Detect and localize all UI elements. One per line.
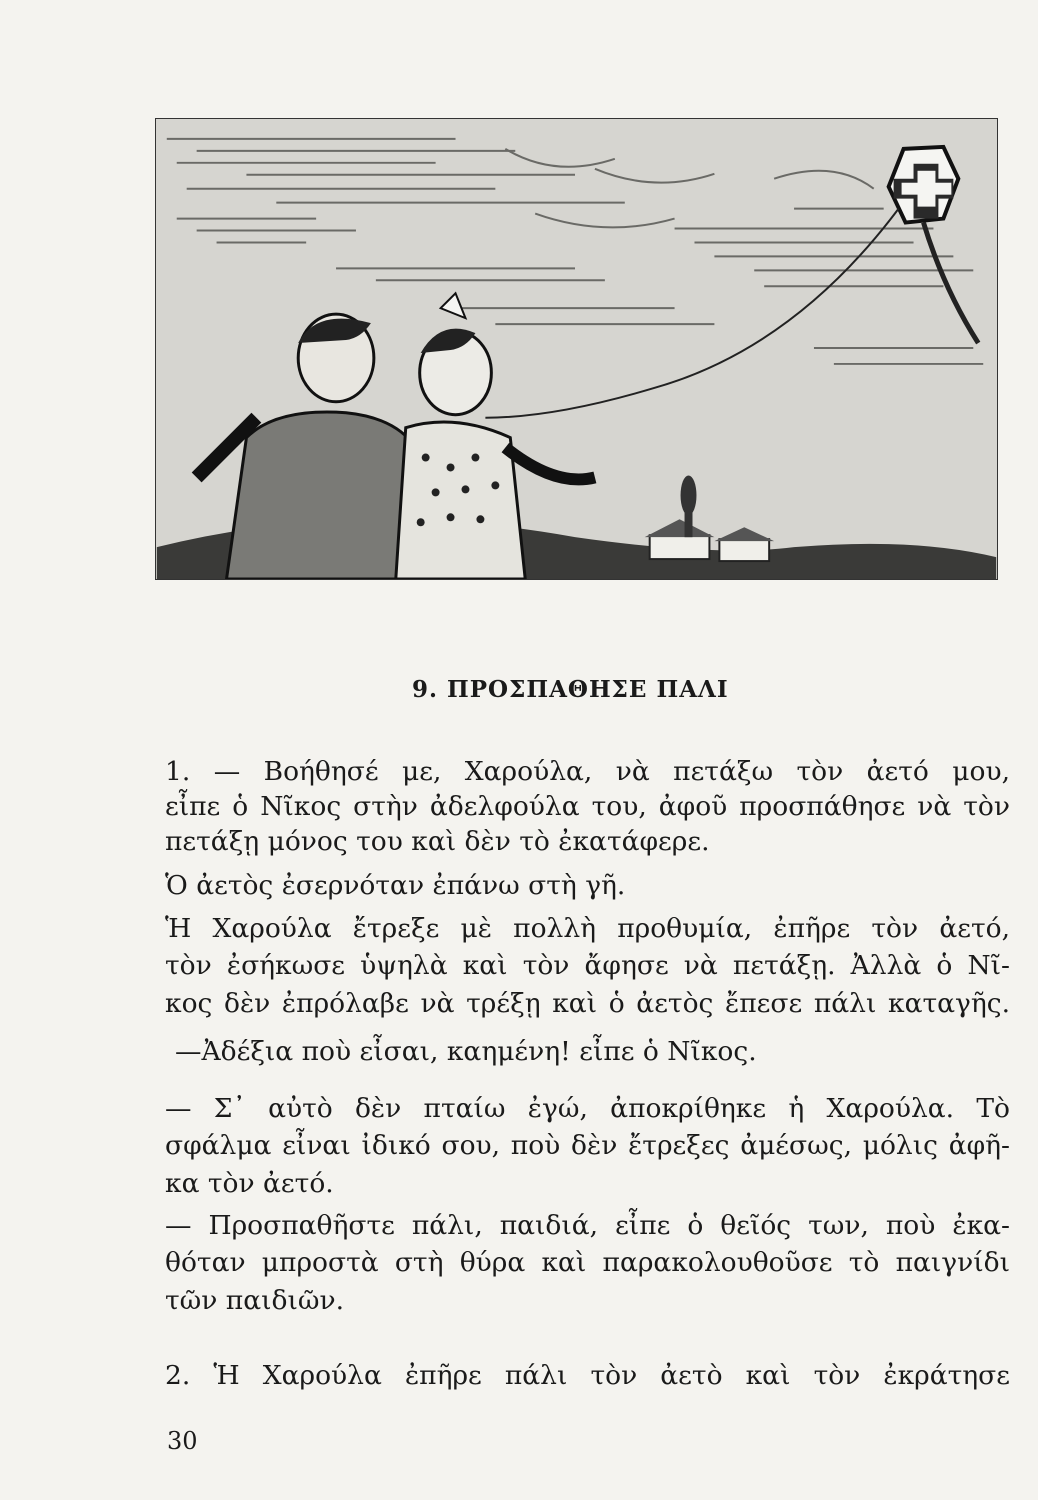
text-line: — Προσπαθῆστε πάλι, παιδιά, εἶπε ὁ θεῖός των, ποὺ ἐκα- <box>165 1210 1010 1241</box>
text-line: κος δὲν ἐπρόλαβε νὰ τρέξῃ καὶ ὁ ἀετὸς ἔπεσε πάλι καταγῆς. <box>165 988 1010 1019</box>
text-line: τῶν παιδιῶν. <box>165 1285 344 1316</box>
text-line: πετάξῃ μόνος του καὶ δὲν τὸ ἐκατάφερε. <box>165 826 710 857</box>
chapter-number: 9. <box>412 676 439 703</box>
text-line: — Σ᾽ αὐτὸ δὲν πταίω ἐγώ, ἀποκρίθηκε ἡ Χαρούλα. Τὸ <box>165 1093 1010 1124</box>
text-line: 2. Ἡ Χαρούλα ἐπῆρε πάλι τὸν ἀετὸ καὶ τὸν ἐκράτησε <box>165 1360 1010 1391</box>
kite <box>889 147 979 343</box>
text-line: 1. — Βοήθησέ με, Χαρούλα, νὰ πετάξω τὸν ἀετό μου, <box>165 756 1010 787</box>
kite-string <box>485 209 898 418</box>
text-line: —Ἀδέξια ποὺ εἶσαι, καημένη! εἶπε ὁ Νῖκος. <box>175 1036 757 1067</box>
page-number: 30 <box>167 1427 198 1455</box>
text-line: τὸν ἐσήκωσε ὑψηλὰ καὶ τὸν ἄφησε νὰ πετάξῃ. Ἀλλὰ ὁ Νῖ- <box>165 950 1010 981</box>
text-line: Ὁ ἀετὸς ἐσερνόταν ἐπάνω στὴ γῆ. <box>165 870 626 901</box>
text-line: κα τὸν ἀετό. <box>165 1168 334 1199</box>
cloud-hatching <box>167 139 983 364</box>
boy-figure <box>197 314 426 579</box>
chapter-heading <box>412 676 772 703</box>
village <box>645 475 774 561</box>
text-line: εἶπε ὁ Νῖκος στὴν ἀδελφούλα του, ἀφοῦ προσπάθησε νὰ τὸν <box>165 791 1010 822</box>
kite-illustration <box>155 118 998 580</box>
text-line: σφάλμα εἶναι ἰδικό σου, ποὺ δὲν ἔτρεξες ἀμέσως, μόλις ἀφῆ- <box>165 1130 1010 1161</box>
text-line: θόταν μπροστὰ στὴ θύρα καὶ παρακολουθοῦσε τὸ παιγνίδι <box>165 1247 1010 1278</box>
chapter-title: ΠΡΟΣΠΑΘΗΣΕ ΠΑΛΙ <box>447 676 729 703</box>
text-line: Ἡ Χαρούλα ἔτρεξε μὲ πολλὴ προθυμία, ἐπῆρε τὸν ἀετό, <box>165 913 1010 944</box>
